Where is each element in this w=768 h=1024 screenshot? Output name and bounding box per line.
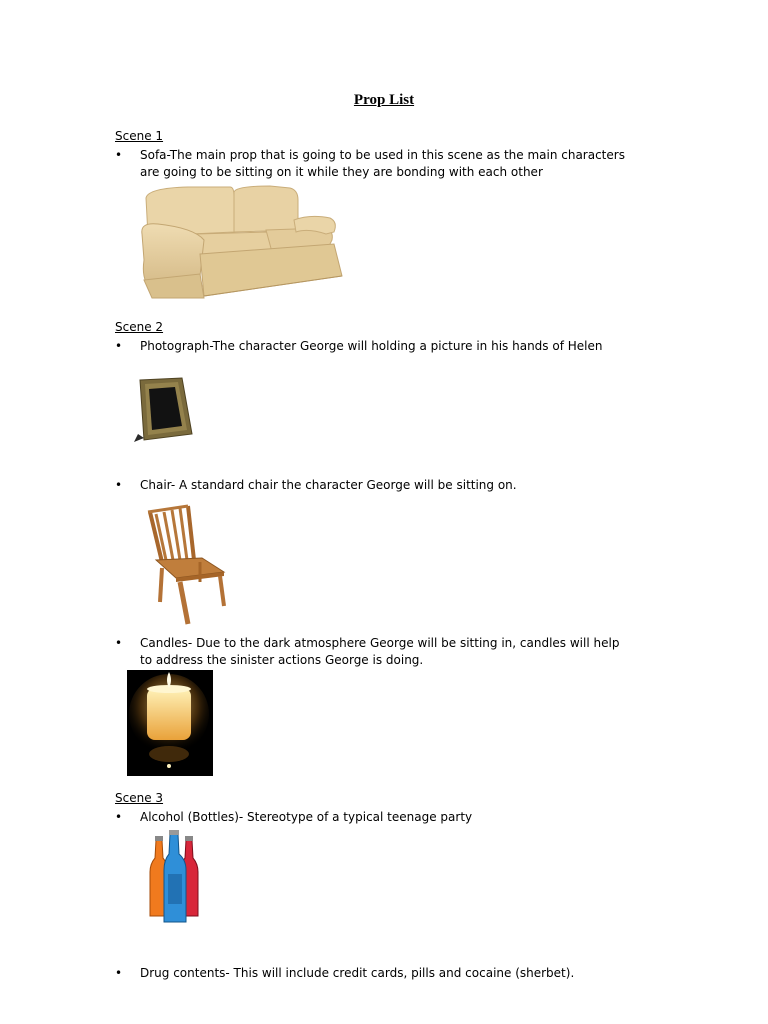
bullet-icon: •: [115, 966, 123, 980]
bottles-image: [146, 828, 206, 926]
prop-description: Sofa-The main prop that is going to be used in this scene as the main characters are going to be sitting on it while they are bonding with each other: [140, 148, 625, 179]
scene-heading-3: Scene 3: [115, 791, 164, 805]
prop-description: Alcohol (Bottles)- Stereotype of a typical teenage party: [140, 810, 473, 824]
bullet-icon: •: [115, 636, 123, 650]
prop-description: Photograph-The character George will holding a picture in his hands of Helen: [140, 339, 603, 353]
bullet-icon: •: [115, 478, 123, 492]
photo-frame-image: [130, 372, 200, 447]
chair-image: [140, 502, 232, 626]
prop-item-chair: [115, 477, 635, 494]
bullet-icon: •: [115, 339, 123, 353]
prop-description: Chair- A standard chair the character George will be sitting on.: [140, 478, 517, 492]
prop-item-candles: [115, 635, 635, 669]
prop-description: Candles- Due to the dark atmosphere George will be sitting in, candles will help to address the sinister actions George is doing.: [140, 636, 620, 667]
prop-item-drug-contents: [115, 965, 635, 982]
scene-heading-2: Scene 2: [115, 320, 164, 334]
bullet-icon: •: [115, 148, 123, 162]
bullet-icon: •: [115, 810, 123, 824]
prop-item-sofa: [115, 147, 635, 181]
scene-heading-1: Scene 1: [115, 129, 164, 143]
prop-item-photograph: [115, 338, 635, 355]
sofa-image: [138, 184, 348, 304]
page-title: Prop List: [353, 92, 415, 108]
prop-description: Drug contents- This will include credit cards, pills and cocaine (sherbet).: [140, 966, 575, 980]
candle-image: [127, 670, 213, 776]
prop-item-alcohol: [115, 809, 635, 826]
